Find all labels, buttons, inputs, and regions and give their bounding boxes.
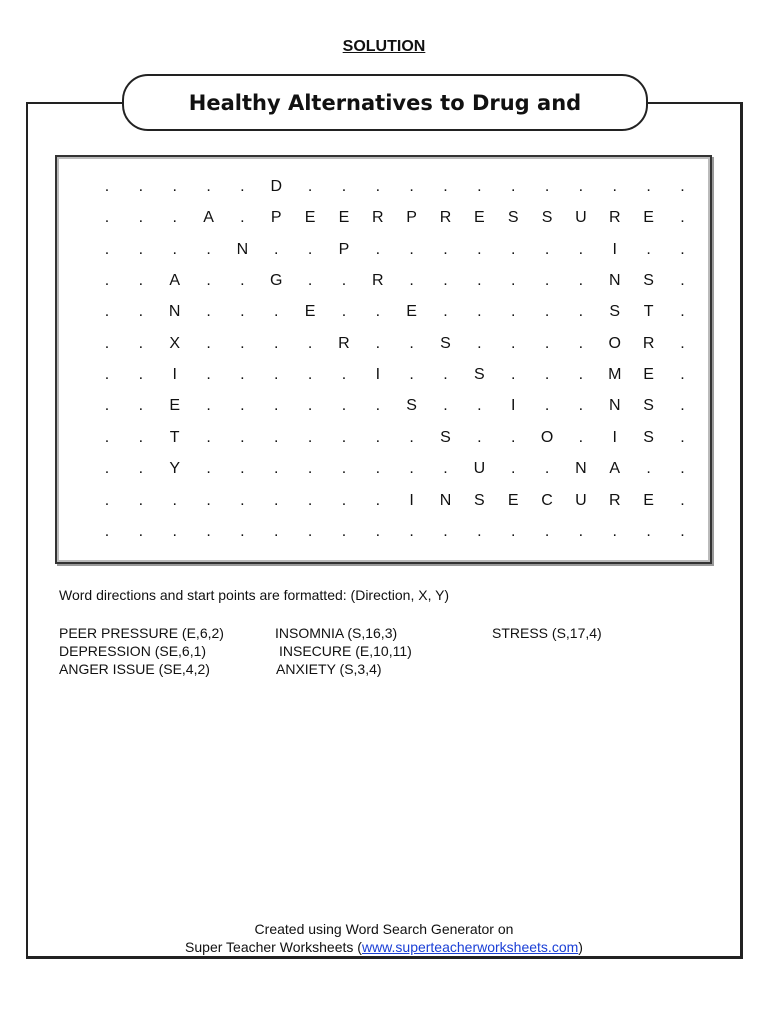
grid-cell: .	[138, 272, 144, 290]
answer-col-2-row-2: INSECURE (E,10,11)	[279, 643, 412, 659]
grid-cell: .	[443, 272, 448, 290]
grid-cell: .	[375, 522, 381, 540]
grid-cell: D	[270, 178, 283, 195]
grid-cell: .	[138, 397, 144, 415]
answer-col-2-row-1: INSOMNIA (S,16,3)	[275, 625, 398, 641]
grid-cell: .	[307, 428, 313, 446]
grid-cell: C	[541, 491, 553, 509]
grid-cell: .	[172, 491, 177, 509]
grid-cell: .	[578, 366, 584, 384]
legend-heading: Word directions and start points are formatted: (Direction, X, Y)	[59, 587, 450, 603]
answer-col-1-row-3: ANGER ISSUE (SE,4,2)	[59, 661, 210, 677]
grid-cell: .	[138, 334, 144, 352]
grid-cell: U	[575, 209, 587, 227]
grid-cell: .	[544, 397, 550, 415]
grid-cell: .	[104, 272, 110, 290]
grid-cell: E	[406, 303, 417, 321]
grid-cell: .	[172, 209, 177, 227]
grid-cell: .	[409, 334, 414, 352]
grid-cell: .	[409, 428, 414, 446]
grid-cell: .	[138, 522, 144, 540]
grid-cell: .	[477, 303, 482, 321]
grid-cell: .	[477, 178, 482, 195]
grid-cell: .	[680, 460, 685, 478]
grid-cell: .	[104, 522, 110, 540]
grid-cell: S	[474, 491, 485, 509]
footer-line-1: Created using Word Search Generator on	[254, 921, 514, 937]
grid-cell: .	[104, 303, 110, 321]
grid-cell: .	[206, 366, 211, 384]
grid-cell: .	[341, 397, 347, 415]
grid-cell: .	[341, 428, 347, 446]
grid-cell: .	[138, 209, 144, 227]
grid-cell: .	[680, 303, 685, 321]
grid-cell: .	[240, 366, 245, 384]
grid-cell: .	[341, 522, 347, 540]
grid-cell: .	[510, 178, 516, 195]
grid-cell: .	[680, 397, 685, 415]
grid-cell: N	[439, 491, 452, 509]
grid-cell: S	[507, 209, 519, 227]
grid-cell: .	[443, 397, 448, 415]
grid-cell: .	[240, 272, 245, 290]
grid-cell: .	[510, 522, 516, 540]
grid-cell: .	[443, 522, 448, 540]
grid-cell: .	[680, 491, 685, 509]
grid-cell: .	[206, 428, 211, 446]
grid-cell: .	[680, 334, 685, 352]
grid-cell: .	[510, 272, 516, 290]
grid-cell: .	[138, 491, 144, 509]
grid-cell: .	[612, 178, 617, 195]
grid-cell: .	[680, 366, 685, 384]
grid-cell: .	[646, 522, 651, 540]
grid-cell: S	[609, 303, 621, 321]
grid-cell: .	[544, 303, 550, 321]
grid-cell: .	[544, 272, 550, 290]
grid-cell: R	[338, 334, 350, 352]
grid-cell: O	[608, 334, 621, 352]
grid-cell: .	[274, 366, 279, 384]
grid-cell: .	[375, 240, 381, 258]
grid-cell: .	[240, 522, 245, 540]
grid-cell: .	[375, 460, 381, 478]
grid-cell: I	[510, 397, 516, 415]
grid-cell: .	[510, 334, 516, 352]
grid-cell: .	[138, 240, 144, 258]
grid-cell: S	[440, 428, 451, 446]
grid-cell: T	[643, 303, 654, 321]
grid-cell: .	[138, 366, 144, 384]
grid-cell: .	[274, 240, 279, 258]
grid-cell: .	[578, 272, 584, 290]
grid-cell: .	[510, 428, 516, 446]
grid-cell: .	[206, 303, 211, 321]
grid-cell: .	[375, 397, 381, 415]
grid-cell: N	[608, 272, 621, 290]
grid-cell: .	[138, 303, 144, 321]
grid-cell: .	[138, 460, 144, 478]
grid-cell: E	[643, 366, 654, 384]
grid-cell: .	[240, 334, 245, 352]
grid-cell: I	[172, 366, 177, 384]
grid-cell: .	[240, 303, 245, 321]
answer-col-3-row-1: STRESS (S,17,4)	[492, 625, 602, 641]
grid-cell: .	[104, 209, 110, 227]
title-banner	[122, 74, 648, 131]
grid-cell: .	[375, 303, 381, 321]
grid-cell: .	[206, 334, 211, 352]
grid-cell: I	[375, 366, 381, 384]
grid-cell: .	[477, 428, 482, 446]
grid-cell: G	[270, 272, 283, 290]
grid-cell: .	[578, 428, 584, 446]
grid-cell: S	[406, 397, 417, 415]
grid-cell: I	[612, 240, 617, 258]
grid-cell: .	[443, 303, 448, 321]
grid-cell: E	[304, 303, 316, 321]
grid-cell: S	[643, 428, 654, 446]
grid-cell: .	[274, 491, 279, 509]
grid-cell: P	[338, 240, 350, 258]
grid-cell: .	[240, 491, 245, 509]
grid-cell: U	[575, 491, 587, 509]
grid-cell: .	[206, 491, 211, 509]
grid-cell: .	[104, 178, 110, 195]
grid-cell: .	[274, 522, 279, 540]
grid-cell: Y	[169, 460, 181, 478]
grid-cell: .	[443, 240, 448, 258]
grid-cell: .	[646, 460, 651, 478]
grid-cell: .	[206, 522, 211, 540]
page-title: Healthy Alternatives to Drug and	[188, 90, 582, 115]
footer-suffix: )	[578, 939, 583, 955]
grid-cell: .	[443, 460, 448, 478]
grid-cell: .	[375, 491, 381, 509]
grid-cell: O	[540, 428, 554, 446]
solution-label: SOLUTION	[342, 38, 426, 55]
grid-cell: .	[341, 460, 347, 478]
answer-col-2-row-3: ANXIETY (S,3,4)	[276, 661, 382, 677]
grid-cell: A	[609, 460, 621, 478]
grid-cell: .	[341, 366, 347, 384]
grid-cell: S	[643, 397, 654, 415]
grid-cell: .	[544, 522, 550, 540]
grid-cell: .	[578, 240, 584, 258]
grid-cell: U	[473, 460, 486, 478]
grid-cell: .	[375, 428, 381, 446]
grid-cell: .	[409, 178, 414, 195]
grid-cell: .	[172, 240, 177, 258]
grid-cell: .	[104, 366, 110, 384]
grid-cell: .	[206, 178, 211, 195]
grid-cell: .	[307, 460, 313, 478]
grid-cell: .	[341, 178, 347, 195]
grid-cell: .	[477, 272, 482, 290]
grid-cell: .	[341, 491, 347, 509]
grid-cell: E	[474, 209, 485, 227]
grid-cell: .	[544, 460, 550, 478]
grid-cell: P	[270, 209, 282, 227]
grid-cell: .	[104, 397, 110, 415]
grid-cell: .	[307, 397, 313, 415]
grid-cell: .	[341, 303, 347, 321]
grid-cell: M	[608, 366, 622, 384]
grid-cell: N	[168, 303, 181, 321]
grid-cell: .	[307, 366, 313, 384]
grid-cell: E	[643, 491, 654, 509]
grid-cell: I	[409, 491, 414, 509]
grid-cell: E	[304, 209, 316, 227]
grid-cell: E	[338, 209, 350, 227]
grid-cell: .	[544, 334, 550, 352]
grid-cell: .	[206, 240, 211, 258]
answer-col-1-row-2: DEPRESSION (SE,6,1)	[59, 643, 207, 659]
grid-cell: .	[646, 240, 651, 258]
grid-cell: .	[104, 491, 110, 509]
grid-cell: .	[274, 460, 279, 478]
grid-cell: .	[104, 240, 110, 258]
grid-cell: .	[510, 366, 516, 384]
grid-cell: .	[578, 397, 584, 415]
grid-cell: .	[240, 178, 245, 195]
grid-cell: .	[240, 209, 245, 227]
grid-cell: N	[236, 240, 249, 258]
grid-cell: E	[169, 397, 181, 415]
grid-cell: E	[643, 209, 654, 227]
grid-cell: .	[443, 366, 448, 384]
grid-cell: A	[203, 209, 214, 227]
grid-cell: .	[274, 334, 279, 352]
grid-cell: .	[307, 334, 313, 352]
grid-cell: .	[240, 428, 245, 446]
grid-cell: .	[680, 178, 685, 195]
grid-cell: .	[274, 397, 279, 415]
grid-cell: .	[477, 334, 482, 352]
grid-cell: .	[341, 272, 347, 290]
grid-cell: .	[240, 397, 245, 415]
grid-cell: .	[274, 303, 279, 321]
grid-cell: .	[307, 240, 313, 258]
answer-col-1-row-1: PEER PRESSURE (E,6,2)	[59, 625, 224, 641]
grid-cell: .	[307, 178, 313, 195]
grid-cell: .	[544, 366, 550, 384]
grid-cell: .	[172, 522, 177, 540]
grid-cell: I	[612, 428, 617, 446]
grid-cell: S	[643, 272, 654, 290]
grid-cell: .	[680, 428, 685, 446]
grid-cell: .	[104, 334, 110, 352]
grid-cell: .	[578, 522, 584, 540]
grid-cell: R	[642, 334, 655, 352]
grid-cell: .	[172, 178, 177, 195]
grid-cell: .	[443, 178, 448, 195]
grid-cell: .	[578, 334, 584, 352]
grid-cell: N	[575, 460, 587, 478]
grid-cell: .	[680, 272, 685, 290]
grid-cell: .	[138, 428, 144, 446]
grid-cell: .	[477, 240, 482, 258]
grid-cell: .	[375, 178, 381, 195]
grid-cell: R	[608, 491, 621, 509]
grid-cell: .	[307, 272, 313, 290]
grid-cell: .	[206, 272, 211, 290]
grid-cell: .	[409, 522, 414, 540]
grid-cell: X	[169, 334, 181, 352]
grid-cell: .	[409, 460, 414, 478]
grid-cell: .	[307, 491, 313, 509]
grid-cell: R	[439, 209, 452, 227]
grid-cell: .	[544, 178, 550, 195]
grid-cell: .	[680, 240, 685, 258]
grid-cell: .	[375, 334, 381, 352]
grid-cell: .	[206, 397, 211, 415]
grid-cell: .	[206, 460, 211, 478]
grid-cell: P	[406, 209, 417, 227]
grid-cell: .	[138, 178, 144, 195]
grid-cell: .	[510, 240, 516, 258]
grid-cell: .	[544, 240, 550, 258]
grid-cell: .	[274, 428, 279, 446]
grid-cell: .	[104, 460, 110, 478]
grid-cell: R	[372, 209, 384, 227]
grid-cell: S	[541, 209, 553, 227]
grid-cell: .	[646, 178, 651, 195]
grid-cell: .	[104, 428, 110, 446]
grid-cell: E	[507, 491, 519, 509]
grid-cell: .	[680, 209, 685, 227]
grid-cell: .	[409, 272, 414, 290]
grid-cell: A	[169, 272, 181, 290]
grid-cell: R	[372, 272, 384, 290]
grid-cell: S	[474, 366, 485, 384]
grid-cell: .	[240, 460, 245, 478]
grid-cell: .	[510, 303, 516, 321]
footer-prefix: Super Teacher Worksheets (	[185, 939, 362, 955]
grid-cell: .	[510, 460, 516, 478]
footer-link[interactable]: www.superteacherworksheets.com	[361, 939, 579, 955]
grid-cell: .	[680, 522, 685, 540]
grid-cell: S	[440, 334, 451, 352]
word-search-grid	[55, 155, 712, 564]
grid-cell: T	[169, 428, 180, 446]
grid-cell: R	[608, 209, 621, 227]
grid-cell: .	[477, 522, 482, 540]
footer-line-2	[0, 939, 768, 955]
grid-cell: .	[612, 522, 617, 540]
grid-cell: .	[578, 178, 584, 195]
grid-cell: .	[409, 366, 414, 384]
grid-cell: N	[608, 397, 621, 415]
grid-cell: .	[578, 303, 584, 321]
grid-cell: .	[477, 397, 482, 415]
grid-cell: .	[409, 240, 414, 258]
grid-cell: .	[307, 522, 313, 540]
